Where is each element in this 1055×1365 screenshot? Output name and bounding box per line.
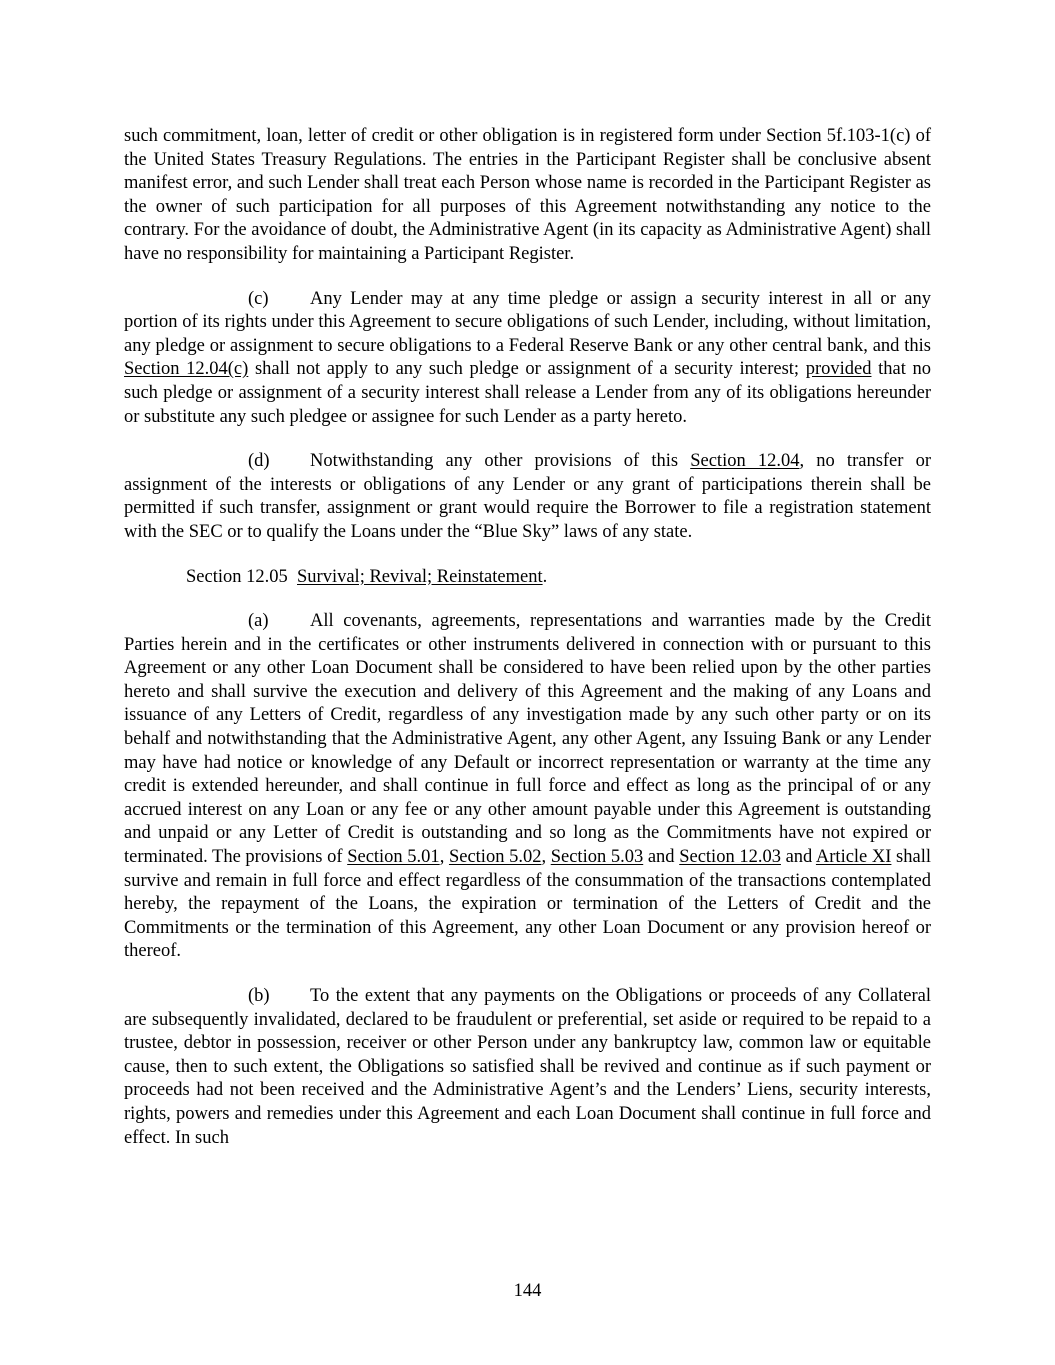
page-number: 144 <box>513 1281 542 1301</box>
separator-4: and <box>780 847 816 868</box>
cross-reference-section-12-04: Section 12.04 <box>690 451 800 472</box>
cross-reference-article-xi: Article XI <box>815 847 892 868</box>
section-number: Section 12.05 <box>186 566 288 587</box>
cross-reference-section-5-01: Section 5.01 <box>347 847 440 868</box>
paragraph-b-text: To the extent that any payments on the Obligations or proceeds of any Collateral are subsequently invalidated, declared to be fraudulent or preferential, set aside or required to be repaid to a trustee, debtor in possession, receiver or other Person under any bankruptcy law, common law or equitable cause, then to such extent, the Obligations so satisfied shall be revived and continue as if such payment or proceeds had not been received and the Administrative Agent’s and the Lenders’ Liens, security interests, rights, powers and remedies under this Agreement and each Loan Document shall continue in full force and effect. In such <box>124 986 931 1148</box>
paragraph-d-text-1: Notwithstanding any other provisions of this <box>310 451 691 472</box>
cross-reference-section-12-04-c: Section 12.04(c) <box>124 359 249 380</box>
paragraph-b <box>124 985 931 1150</box>
paragraph-a-text-2: shall survive and remain in full force and effect regardless of the consummation of the transactions contemplated hereby, the repayment of the Loans, the expiration or termination of the Letters of Credit and the Commitments or the termination of this Agreement, any other Loan Document or any provision hereof or thereof. <box>124 847 931 962</box>
document-page <box>124 125 931 1171</box>
paragraph-b-marker: (b) <box>248 986 270 1006</box>
separator-3: and <box>643 847 680 868</box>
separator-1: , <box>439 847 449 868</box>
separator-2: , <box>541 847 551 868</box>
provided-term: provided <box>805 359 872 380</box>
section-title-suffix: . <box>542 566 548 587</box>
paragraph-d-marker: (d) <box>248 451 270 472</box>
continuation-text: such commitment, loan, letter of credit or other obligation is in registered form under Section 5f.103-1(c) of the United States Treasury Regulations. The entries in the Participant Register shall be conclusive absent manifest error, and such Lender shall treat each Person whose name is recorded in the Participant Register as the owner of such participation for all purposes of this Agreement notwithstanding any notice to the contrary. For the avoidance of doubt, the Administrative Agent (in its capacity as Administrative Agent) shall have no responsibility for maintaining a Participant Register. <box>124 126 931 264</box>
cross-reference-section-5-02: Section 5.02 <box>448 847 542 868</box>
paragraph-d <box>124 450 931 544</box>
continuation-paragraph <box>124 125 931 267</box>
paragraph-a-marker: (a) <box>248 611 269 632</box>
cross-reference-section-5-03: Section 5.03 <box>550 847 644 868</box>
paragraph-a-text-1: All covenants, agreements, representations and warranties made by the Credit Parties herein and in the certificates or other instruments delivered in connection with or pursuant to this Agreement or any other Loan Document shall be considered to have been relied upon by the other parties hereto and shall survive the execution and delivery of this Agreement and the making of any Loans and issuance of any Letters of Credit, regardless of any investigation made by any such other party or on its behalf and notwithstanding that the Administrative Agent, any other Agent, any Issuing Bank or any Lender may have had notice or knowledge of any Default or incorrect representation or warranty at the time any credit is extended hereunder, and shall continue in full force and effect as long as the principal of or any accrued interest on any Loan or any fee or any other amount payable under this Agreement is outstanding and unpaid or any Letter of Credit is outstanding and so long as the Commitments have not expired or terminated. The provisions of <box>124 611 931 868</box>
paragraph-c-text-3: that no such pledge or assignment of a security interest shall release a Lender from any of its obligations hereunder or substitute any such pledgee or assignee for such Lender as a party hereto. <box>124 359 931 427</box>
section-title: Survival; Revival; Reinstatement <box>297 566 543 587</box>
section-heading-12-05 <box>124 566 931 590</box>
paragraph-a <box>124 610 931 964</box>
paragraph-c <box>124 288 931 430</box>
paragraph-c-text-1: Any Lender may at any time pledge or assign a security interest in all or any portion of its rights under this Agreement to secure obligations of such Lender, including, without limitation, any pledge or assignment to secure obligations to a Federal Reserve Bank or any other central bank, and this <box>124 288 931 356</box>
paragraph-d-text-2: , no transfer or assignment of the interests or obligations of any Lender or any grant of participations therein shall be permitted if such transfer, assignment or grant would require the Borrower to file a registration statement with the SEC or to qualify the Loans under the “Blue Sky” laws of any state. <box>124 451 931 542</box>
paragraph-c-marker: (c) <box>248 288 269 309</box>
paragraph-c-text-2: shall not apply to any such pledge or assignment of a security interest; <box>248 359 806 380</box>
cross-reference-section-12-03: Section 12.03 <box>679 847 781 868</box>
